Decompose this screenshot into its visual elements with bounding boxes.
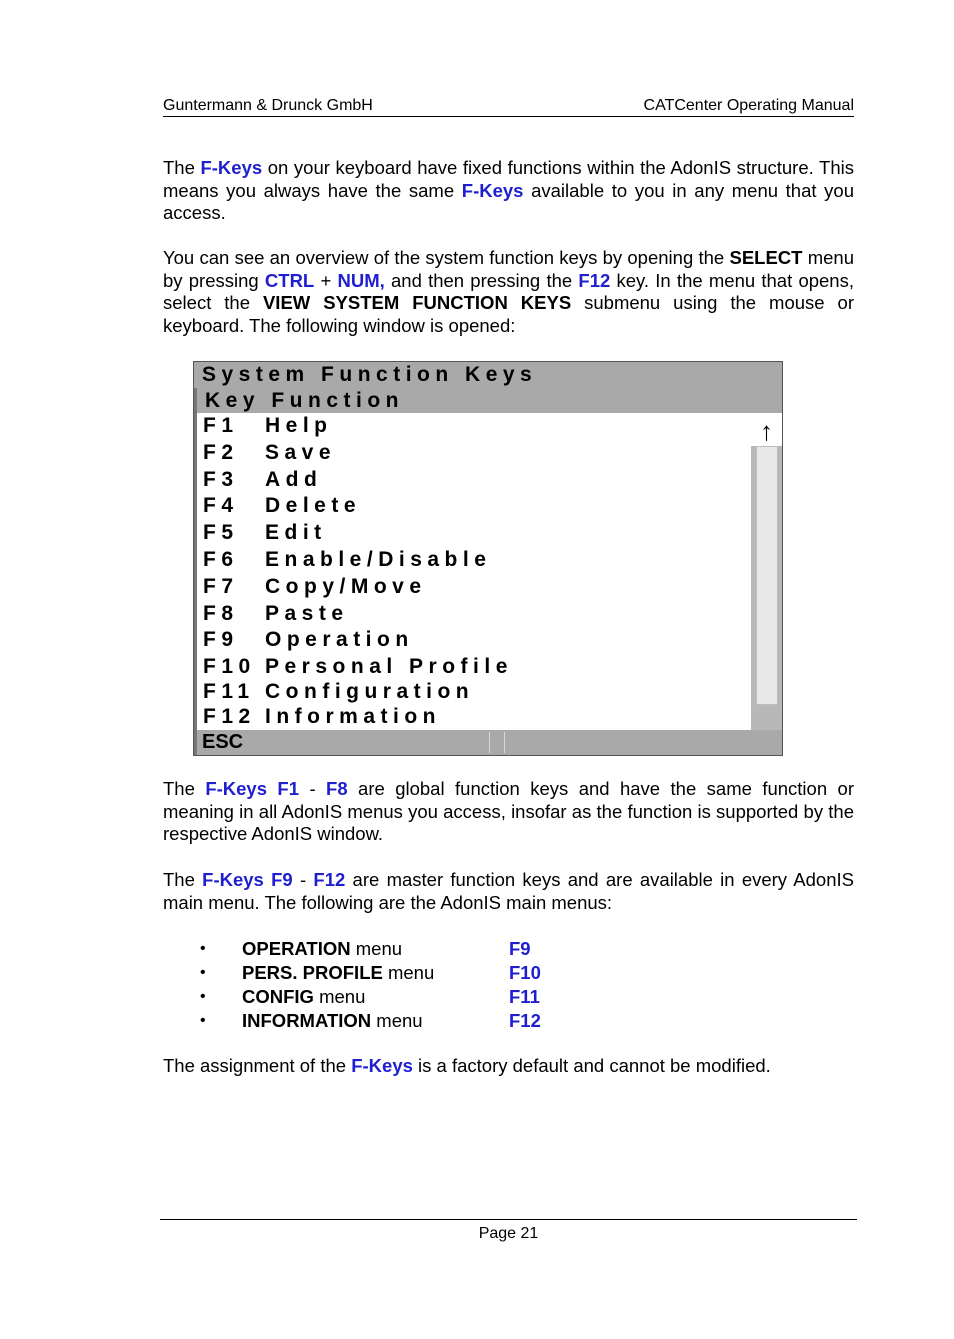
divider xyxy=(504,732,505,753)
menu-name xyxy=(242,937,402,961)
divider xyxy=(489,732,490,753)
key-name: F2 xyxy=(203,441,239,464)
fkeys-range-end: F8 xyxy=(326,778,348,799)
select-menu-term: SELECT xyxy=(729,247,803,268)
fkeys-term: F-Keys xyxy=(200,157,263,178)
esc-label[interactable]: ESC xyxy=(202,731,244,753)
bullet-item xyxy=(163,1009,854,1033)
scroll-up-arrow-icon[interactable]: ↑ xyxy=(751,413,782,446)
menu-name-bold: PERS. PROFILE xyxy=(242,962,383,983)
paragraph-overview xyxy=(163,247,854,337)
menu-name xyxy=(242,1009,423,1033)
key-name: F1 xyxy=(203,414,239,437)
menu-key: F12 xyxy=(509,1010,541,1031)
text: submenu using the mouse or keyboard. The following window is opened: xyxy=(163,292,854,336)
key-name: F11 xyxy=(203,680,255,703)
list-item[interactable] xyxy=(203,440,336,466)
header-manual-title: CATCenter Operating Manual xyxy=(643,97,854,114)
window-title: System Function Keys xyxy=(194,362,782,388)
key-name: F6 xyxy=(203,548,239,571)
menu-name xyxy=(242,985,365,1009)
menu-name xyxy=(242,961,434,985)
page-footer xyxy=(160,1219,857,1242)
paragraph-master-keys xyxy=(163,869,854,914)
fkeys-range-start: F-Keys F9 xyxy=(202,869,293,890)
list-item[interactable] xyxy=(203,467,322,493)
menu-name-bold: OPERATION xyxy=(242,938,351,959)
text: on your keyboard have fixed functions within the AdonIS structure. This means you always have the same xyxy=(163,157,854,201)
text: + xyxy=(314,269,338,291)
text: The xyxy=(163,778,206,799)
text: are master function keys and are available in every AdonIS main menu. The following are the AdonIS main menus: xyxy=(163,869,854,913)
key-name: F4 xyxy=(203,494,239,517)
key-function: Configuration xyxy=(265,680,475,703)
bullet-item xyxy=(163,961,854,985)
bullet-icon: • xyxy=(200,1012,206,1029)
menu-name-bold: CONFIG xyxy=(242,986,314,1007)
paragraph-assignment xyxy=(163,1055,854,1078)
key-function: Help xyxy=(265,414,333,437)
status-bar xyxy=(194,730,782,755)
key-function: Add xyxy=(265,468,323,491)
text: The xyxy=(163,869,203,890)
menu-key: F9 xyxy=(509,938,531,959)
bullet-icon: • xyxy=(200,964,206,981)
text: is a factory default and cannot be modified. xyxy=(412,1055,771,1076)
column-header: Key Function xyxy=(194,388,782,413)
key-function: Operation xyxy=(265,628,414,651)
function-key-list[interactable] xyxy=(194,413,751,730)
fkeys-term: F-Keys xyxy=(351,1055,413,1076)
text: available to you in any menu that you access. xyxy=(163,179,854,224)
ctrl-key-term: CTRL xyxy=(264,269,315,291)
list-item[interactable] xyxy=(203,574,427,600)
text: You can see an overview of the system function keys by opening the xyxy=(163,247,730,268)
key-function: Information xyxy=(265,705,441,728)
list-item[interactable] xyxy=(203,679,474,705)
list-item[interactable] xyxy=(203,627,414,653)
page-number: Page 21 xyxy=(478,1225,539,1242)
key-function: Delete xyxy=(265,494,362,517)
key-name: F12 xyxy=(203,705,256,728)
list-item[interactable] xyxy=(203,704,441,730)
scrollbar-track[interactable] xyxy=(756,446,778,705)
key-function: Paste xyxy=(265,602,349,625)
header-company: Guntermann & Drunck GmbH xyxy=(163,97,373,114)
menu-key: F11 xyxy=(509,986,540,1007)
list-item[interactable] xyxy=(203,601,349,627)
text: The assignment of the xyxy=(163,1055,352,1076)
fkeys-term: F-Keys xyxy=(461,179,524,201)
key-name: F3 xyxy=(203,468,239,491)
key-function: Enable/Disable xyxy=(265,548,492,571)
bullet-icon: • xyxy=(200,988,206,1005)
text: menu xyxy=(382,962,435,983)
key-name: F7 xyxy=(203,575,239,598)
key-name: F10 xyxy=(203,655,256,678)
f12-key-term: F12 xyxy=(578,269,611,291)
fkeys-range-start: F-Keys F1 xyxy=(205,778,300,799)
key-name: F8 xyxy=(203,602,239,625)
key-function: Copy/Move xyxy=(265,575,427,598)
key-name: F5 xyxy=(203,521,239,544)
paragraph-global-keys xyxy=(163,778,854,846)
text: are global function keys and have the same function or meaning in all AdonIS menus you access, insofar as the function is supported by the respective AdonIS window. xyxy=(163,778,854,845)
list-item[interactable] xyxy=(203,654,513,680)
list-item[interactable] xyxy=(203,547,491,573)
system-function-keys-window xyxy=(193,361,783,756)
list-item[interactable] xyxy=(203,520,327,546)
bullet-icon: • xyxy=(200,940,206,957)
text: menu xyxy=(313,986,366,1007)
text: menu xyxy=(350,938,403,959)
text: key. In the menu that opens, select the xyxy=(163,269,854,314)
num-key-term: NUM, xyxy=(337,269,385,291)
key-function: Edit xyxy=(265,521,327,544)
fkeys-range-end: F12 xyxy=(313,869,346,890)
text: - xyxy=(292,869,314,890)
key-function: Personal Profile xyxy=(265,655,513,678)
menu-key: F10 xyxy=(509,962,541,983)
key-function: Save xyxy=(265,441,337,464)
list-item[interactable] xyxy=(203,413,333,439)
text: and then pressing the xyxy=(384,269,579,291)
scrollbar[interactable] xyxy=(751,413,782,730)
text: The xyxy=(163,157,201,178)
text: menu by pressing xyxy=(163,247,855,291)
text: - xyxy=(299,778,327,799)
list-item[interactable] xyxy=(203,493,361,519)
submenu-term: VIEW SYSTEM FUNCTION KEYS xyxy=(262,292,572,314)
key-name: F9 xyxy=(203,628,239,651)
text: menu xyxy=(371,1010,423,1031)
bullet-item xyxy=(163,985,854,1009)
paragraph-fkeys-intro xyxy=(163,157,854,225)
menu-name-bold: INFORMATION xyxy=(242,1010,372,1031)
page-header xyxy=(163,97,854,117)
bullet-item xyxy=(163,937,854,961)
